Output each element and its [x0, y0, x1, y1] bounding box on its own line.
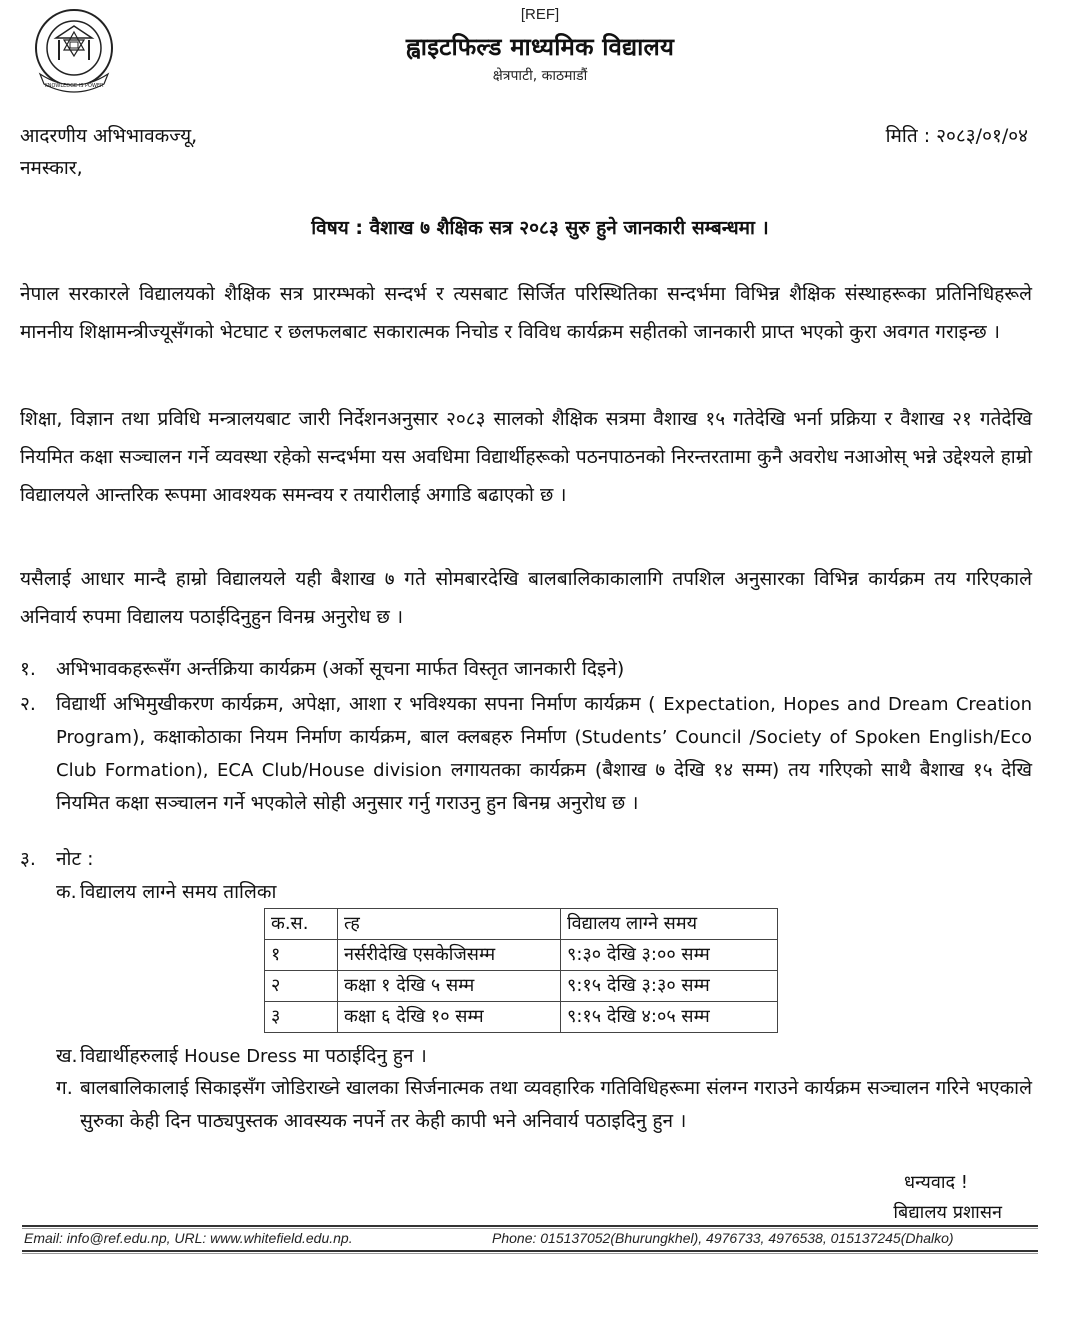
list-number: ३.: [20, 848, 36, 870]
salutation-line-1: आदरणीय अभिभावकज्यू,: [20, 125, 198, 147]
note-text: बालबालिकालाई सिकाइसँग जोडिराख्ने खालका सिर्जनात्मक तथा व्यवहारिक गतिविधिहरूमा संलग्न गराउने कार्यक्रम सञ्चालन गरिने भएकाले सुरुका केही दिन पाठ्यपुस्तक आवस्यक नपर्ने तर केही कापी भने अनिवार्य पठाइदिनु हुन ।: [80, 1077, 1032, 1132]
note-ka: [56, 876, 1032, 909]
table-cell: कक्षा १ देखि ५ सम्म: [338, 971, 561, 1002]
table-cell: कक्षा ६ देखि १० सम्म: [338, 1002, 561, 1033]
list-number: २.: [20, 693, 36, 715]
table-cell: ३: [265, 1002, 338, 1033]
table-cell: १: [265, 940, 338, 971]
table-cell: नर्सरीदेखि एसकेजिसम्म: [338, 940, 561, 971]
footer-divider-top: [22, 1225, 1038, 1229]
table-header: क.स.: [265, 909, 338, 940]
table-cell: ९:३० देखि ३:०० सम्म: [561, 940, 778, 971]
note-ga: [56, 1072, 1032, 1138]
table-cell: २: [265, 971, 338, 1002]
list-item: [20, 688, 1032, 820]
table-cell: ९:१५ देखि ४:०५ सम्म: [561, 1002, 778, 1033]
list-text-b: Expectation, Hopes and Dream Creation Program: [56, 694, 1032, 748]
table-row: [265, 971, 778, 1002]
salutation: [20, 120, 197, 184]
list-number: १.: [20, 658, 36, 680]
letter-date: मिति : २०८३/०१/०४: [885, 125, 1028, 147]
table-cell: ९:१५ देखि ३:३० सम्म: [561, 971, 778, 1002]
table-row: [265, 1002, 778, 1033]
table-header-row: [265, 909, 778, 940]
footer-contact-phone: Phone: 015137052(Bhurungkhel), 4976733, 4976538, 015137245(Dhalko): [492, 1230, 954, 1246]
list-text-c: ), कक्षाकोठाका नियम निर्माण कार्यक्रम, बाल क्लबहरु निर्माण: [131, 726, 575, 748]
list-text-d: (Students’ Council /Society of Spoken English/Eco Club Formation), ECA Club/House division: [56, 727, 1033, 781]
list-text: नोट :: [56, 848, 94, 870]
note-text: विद्यालय लाग्ने समय तालिका: [80, 881, 277, 903]
table-header: विद्यालय लाग्ने समय: [561, 909, 778, 940]
note-text-a: विद्यार्थीहरुलाई: [80, 1045, 185, 1067]
note-number: क.: [56, 881, 77, 903]
list-text: अभिभावकहरूसँग अर्न्तक्रिया कार्यक्रम (अर्को सूचना मार्फत विस्तृत जानकारी दिइने): [56, 658, 625, 680]
svg-text:KNOWLEDGE IS POWER: KNOWLEDGE IS POWER: [44, 83, 104, 89]
list-item: [20, 843, 1032, 876]
note-text-c: मा पठाईदिनु हुन ।: [296, 1045, 427, 1067]
paragraph-1: नेपाल सरकारले विद्यालयको शैक्षिक सत्र प्रारम्भको सन्दर्भ र त्यसबाट सिर्जित परिस्थितिका सन्दर्भमा विभिन्न शैक्षिक संस्थाहरूका प्रतिनिधिहरूले माननीय शिक्षामन्त्रीज्यूसँगको भेटघाट र छलफलबाट सकारात्मक निचोड र विविध कार्यक्रम सहीतको जानकारी प्राप्त भएको कुरा अवगत गराइन्छ ।: [20, 283, 1032, 343]
note-text: [56, 1040, 1032, 1073]
school-address: क्षेत्रपाटी, काठमाडौं: [492, 68, 588, 84]
note-number: ख.: [56, 1045, 78, 1067]
list-text-e: लगायतका कार्यक्रम (बैशाख ७ देखि १४ सम्म) तय गरिएको साथै बैशाख १५ देखि नियमित कक्षा सञ्चालन गर्ने भएकोले सोही अनुसार गर्नु गराउनु हुन बिनम्र अनुरोध छ ।: [56, 759, 1032, 814]
table-row: [265, 940, 778, 971]
note-number: ग.: [56, 1077, 73, 1099]
footer-divider-bottom: [22, 1250, 1038, 1254]
salutation-line-2: नमस्कार,: [20, 157, 83, 179]
table-header: त्ह: [338, 909, 561, 940]
letter-subject: विषय : वैशाख ७ शैक्षिक सत्र २०८३ सुरु हुने जानकारी सम्बन्धमा ।: [311, 217, 769, 239]
school-timing-table: [264, 908, 778, 1033]
paragraph-2: शिक्षा, विज्ञान तथा प्रविधि मन्त्रालयबाट जारी निर्देशनअनुसार २०८३ सालको शैक्षिक सत्रमा वैशाख १५ गतेदेखि भर्ना प्रक्रिया र वैशाख २१ गतेदेखि नियमित कक्षा सञ्चालन गर्ने व्यवस्था रहेको सन्दर्भमा यस अवधिमा विद्यार्थीहरूको पठनपाठनको निरन्तरतामा कुनै अवरोध नआओस् भन्ने उद्देश्यले हाम्रो विद्यालयले आन्तरिक रूपमा आवश्यक समन्वय र तयारीलाई अगाडि बढाएको छ ।: [20, 408, 1032, 506]
note-kha: [56, 1040, 1032, 1073]
closing-thanks: धन्यवाद !: [904, 1172, 968, 1193]
footer-contact-email-url: Email: info@ref.edu.np, URL: www.whitefield.edu.np.: [24, 1230, 353, 1246]
school-name: ह्वाइटफिल्ड माध्यमिक विद्यालय: [405, 33, 675, 61]
note-text-b: House Dress: [184, 1046, 297, 1067]
paragraph-3: यसैलाई आधार मान्दै हाम्रो विद्यालयले यही बैशाख ७ गते सोमबारदेखि बालबालिकाकालागि तपशिल अनुसारका विभिन्न कार्यक्रम तय गरिएकाले अनिवार्य रुपमा विद्यालय पठाईदिनुहुन विनम्र अनुरोध छ ।: [20, 568, 1032, 628]
list-text-a: विद्यार्थी अभिमुखीकरण कार्यक्रम, अपेक्षा, आशा र भविश्यका सपना निर्माण कार्यक्रम (: [56, 693, 664, 715]
reference-label: [REF]: [520, 6, 560, 23]
list-item: [20, 653, 1032, 686]
signatory: बिद्यालय प्रशासन: [893, 1202, 1002, 1223]
